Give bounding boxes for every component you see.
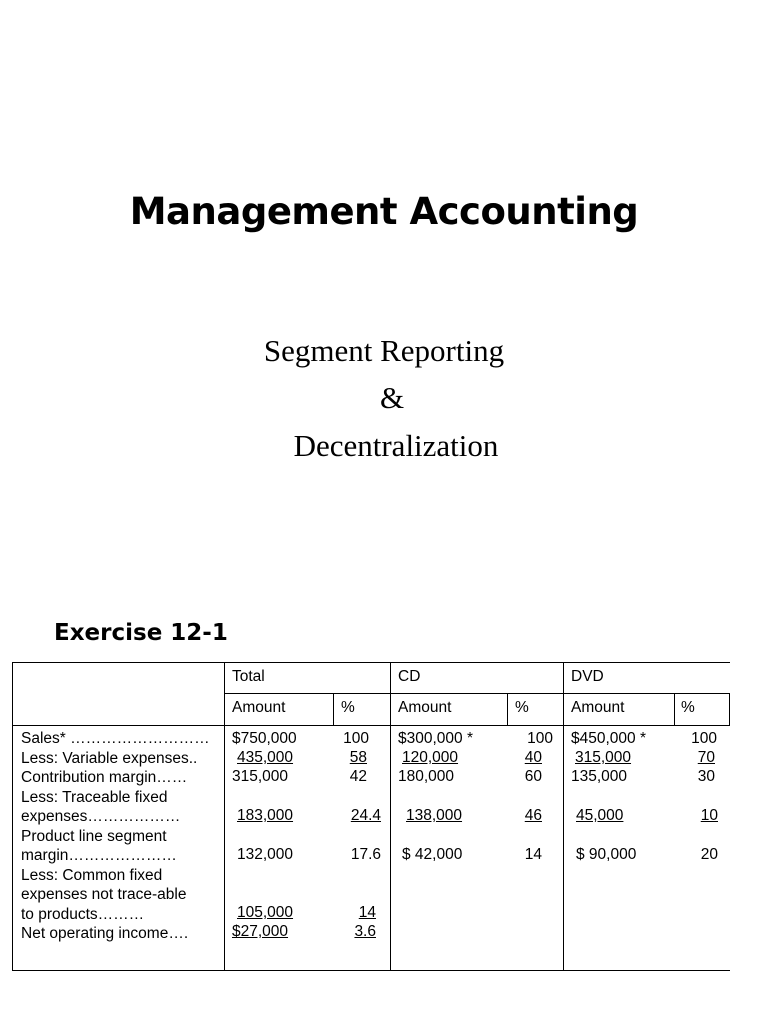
total-common-amount: 105,000 [237,904,294,921]
dvd-sales-amount: $450,000 * [571,730,646,747]
table-bottom-border [12,970,730,971]
cd-group-divider [390,662,391,971]
subtitle-line-1: Segment Reporting [263,333,505,368]
total-segment-amount: 132,000 [237,846,294,863]
total-variable-amount: 435,000 [237,749,294,766]
row-label-common-fixed-1: Less: Common fixed [21,866,163,884]
col-header-dvd-amount: Amount [571,699,625,716]
total-common-pct: 14 [358,904,376,921]
cd-cm-pct: 60 [524,768,542,785]
cd-sales-amount: $300,000 * [398,730,473,747]
row-label-segment-margin-1: Product line segment [21,827,167,845]
total-group-divider [224,662,225,971]
total-segment-pct: 17.6 [350,846,381,863]
dvd-segment-amount: $ 90,000 [576,846,637,863]
total-traceable-pct: 24.4 [350,807,381,824]
table-left-border [12,662,13,971]
row-label-traceable-fixed-2: expenses……………… [21,808,181,825]
dvd-group-divider [563,662,564,971]
total-cm-amount: 315,000 [232,768,289,785]
total-sales-pct: 100 [343,730,369,747]
cd-variable-pct: 40 [524,749,542,766]
col-header-dvd-pct: % [681,699,695,716]
group-header-cd: CD [398,668,421,685]
subtitle-line-2: & [379,380,405,415]
subtitle-line-3: Decentralization [293,428,499,463]
dvd-variable-amount: 315,000 [575,749,632,766]
row-labels [21,729,210,944]
cd-traceable-pct: 46 [524,807,542,824]
row-label-variable-expenses: Less: Variable expenses.. [21,749,198,767]
cd-cm-amount: 180,000 [398,768,455,785]
header-bottom-border [12,725,730,726]
dvd-pct-divider [674,693,675,726]
cd-traceable-amount: 138,000 [406,807,463,824]
cd-pct-divider [507,693,508,726]
table-right-border [729,693,730,726]
total-cm-pct: 42 [349,768,367,785]
row-label-segment-margin-2: margin………………… [21,847,177,864]
cd-sales-pct: 100 [527,730,553,747]
group-header-total: Total [232,668,265,685]
row-label-net-operating-income: Net operating income…. [21,925,189,942]
col-header-total-amount: Amount [232,699,286,716]
dvd-cm-amount: 135,000 [571,768,628,785]
row-label-traceable-fixed-1: Less: Traceable fixed [21,788,168,806]
row-label-sales: Sales* ……………………… [21,730,210,747]
dvd-traceable-amount: 45,000 [576,807,624,824]
cd-segment-pct: 14 [524,846,542,863]
total-traceable-amount: 183,000 [237,807,294,824]
row-label-contribution-margin: Contribution margin…… [21,769,188,786]
total-noi-pct: 3.6 [354,923,376,940]
dvd-traceable-pct: 10 [700,807,718,824]
col-header-cd-amount: Amount [398,699,452,716]
header-divider [224,693,730,694]
total-sales-amount: $750,000 [232,730,297,747]
row-label-common-fixed-3: to products……… [21,905,145,923]
dvd-sales-pct: 100 [691,730,717,747]
slide-title: Management Accounting [129,190,639,233]
col-header-cd-pct: % [515,699,529,716]
dvd-cm-pct: 30 [697,768,715,785]
col-header-total-pct: % [341,699,355,716]
dvd-variable-pct: 70 [697,749,715,766]
table-top-border [12,662,730,663]
exercise-title: Exercise 12-1 [54,620,228,646]
group-header-dvd: DVD [571,668,604,685]
row-label-common-fixed-2: expenses not trace-able [21,886,187,903]
dvd-segment-pct: 20 [700,846,718,863]
total-pct-divider [333,693,334,726]
cd-segment-amount: $ 42,000 [402,846,463,863]
total-noi-amount: $27,000 [232,923,289,940]
total-variable-pct: 58 [349,749,367,766]
cd-variable-amount: 120,000 [402,749,459,766]
